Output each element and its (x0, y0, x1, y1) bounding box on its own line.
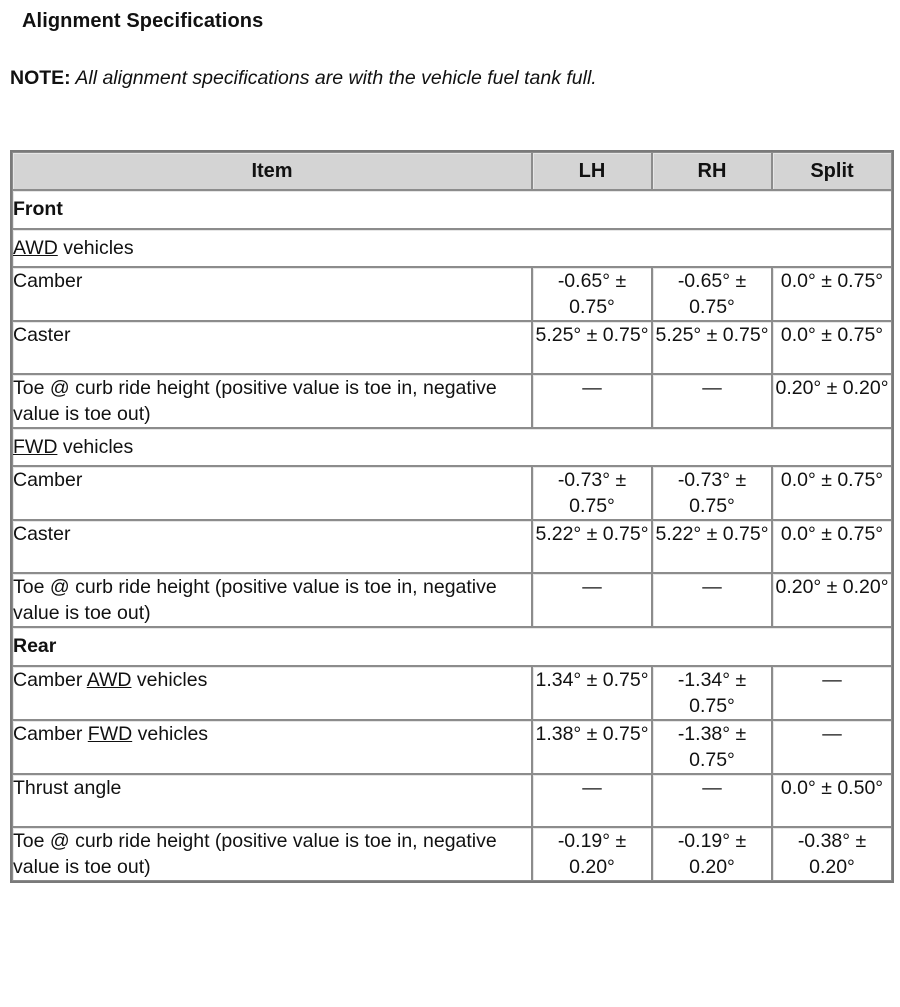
split-cell: 0.20° ± 0.20° (772, 573, 892, 627)
section-front: Front (12, 190, 892, 229)
item-cell: Toe @ curb ride height (positive value is toe in, negative value is toe out) (12, 827, 532, 881)
item-prefix: Camber (13, 669, 87, 691)
rh-cell: -1.38° ± 0.75° (652, 720, 772, 774)
item-cell: Camber (12, 466, 532, 520)
item-cell (12, 720, 532, 774)
split-cell: 0.0° ± 0.75° (772, 520, 892, 573)
awd-suffix: vehicles (57, 236, 134, 259)
table-row (12, 774, 892, 827)
lh-cell: — (532, 573, 652, 627)
rh-cell: 5.25° ± 0.75° (652, 321, 772, 374)
split-cell: 0.0° ± 0.75° (772, 466, 892, 520)
item-cell: Toe @ curb ride height (positive value is toe in, negative value is toe out) (12, 374, 532, 428)
table-row (12, 374, 892, 428)
lh-cell: — (532, 774, 652, 827)
header-lh: LH (532, 152, 652, 190)
rh-cell: -0.19° ± 0.20° (652, 827, 772, 881)
lh-cell: -0.19° ± 0.20° (532, 827, 652, 881)
table-row (12, 520, 892, 573)
rh-cell: -0.65° ± 0.75° (652, 267, 772, 321)
rh-cell: — (652, 573, 772, 627)
item-suffix: vehicles (131, 669, 208, 691)
awd-abbr: AWD (86, 669, 132, 691)
table-row (12, 827, 892, 881)
split-cell: 0.0° ± 0.75° (772, 321, 892, 374)
lh-cell: -0.65° ± 0.75° (532, 267, 652, 321)
awd-abbr: AWD (13, 236, 58, 259)
table-row (12, 666, 892, 720)
item-cell: Caster (12, 520, 532, 573)
fwd-abbr: FWD (87, 723, 133, 745)
split-cell: 0.0° ± 0.75° (772, 267, 892, 321)
subsection-fwd (12, 428, 892, 466)
header-row (12, 152, 892, 190)
note (10, 67, 597, 90)
section-row-rear (12, 627, 892, 666)
table-row (12, 720, 892, 774)
lh-cell: -0.73° ± 0.75° (532, 466, 652, 520)
rh-cell: — (652, 774, 772, 827)
split-cell: — (772, 666, 892, 720)
split-cell: — (772, 720, 892, 774)
note-label: NOTE: (10, 67, 71, 89)
item-cell: Caster (12, 321, 532, 374)
lh-cell: 1.38° ± 0.75° (532, 720, 652, 774)
header-split: Split (772, 152, 892, 190)
fwd-abbr: FWD (13, 435, 58, 458)
table-row (12, 573, 892, 627)
header-item: Item (12, 152, 532, 190)
fwd-suffix: vehicles (57, 435, 134, 458)
item-suffix: vehicles (132, 723, 209, 745)
lh-cell: 5.25° ± 0.75° (532, 321, 652, 374)
item-cell: Toe @ curb ride height (positive value is toe in, negative value is toe out) (12, 573, 532, 627)
table-row (12, 267, 892, 321)
table-row (12, 321, 892, 374)
section-row-front (12, 190, 892, 229)
subsection-awd (12, 229, 892, 267)
page-title: Alignment Specifications (22, 10, 264, 32)
item-cell: Camber (12, 267, 532, 321)
lh-cell: 1.34° ± 0.75° (532, 666, 652, 720)
table-row (12, 466, 892, 520)
split-cell: -0.38° ± 0.20° (772, 827, 892, 881)
note-text: All alignment specifications are with the vehicle fuel tank full. (70, 67, 597, 89)
split-cell: 0.0° ± 0.50° (772, 774, 892, 827)
subsection-row-awd (12, 229, 892, 267)
item-prefix: Camber (13, 723, 88, 745)
alignment-table (10, 150, 894, 883)
lh-cell: — (532, 374, 652, 428)
header-rh: RH (652, 152, 772, 190)
item-cell: Thrust angle (12, 774, 532, 827)
item-cell (12, 666, 532, 720)
section-rear: Rear (12, 627, 892, 666)
split-cell: 0.20° ± 0.20° (772, 374, 892, 428)
rh-cell: -0.73° ± 0.75° (652, 466, 772, 520)
rh-cell: -1.34° ± 0.75° (652, 666, 772, 720)
rh-cell: — (652, 374, 772, 428)
rh-cell: 5.22° ± 0.75° (652, 520, 772, 573)
subsection-row-fwd (12, 428, 892, 466)
lh-cell: 5.22° ± 0.75° (532, 520, 652, 573)
